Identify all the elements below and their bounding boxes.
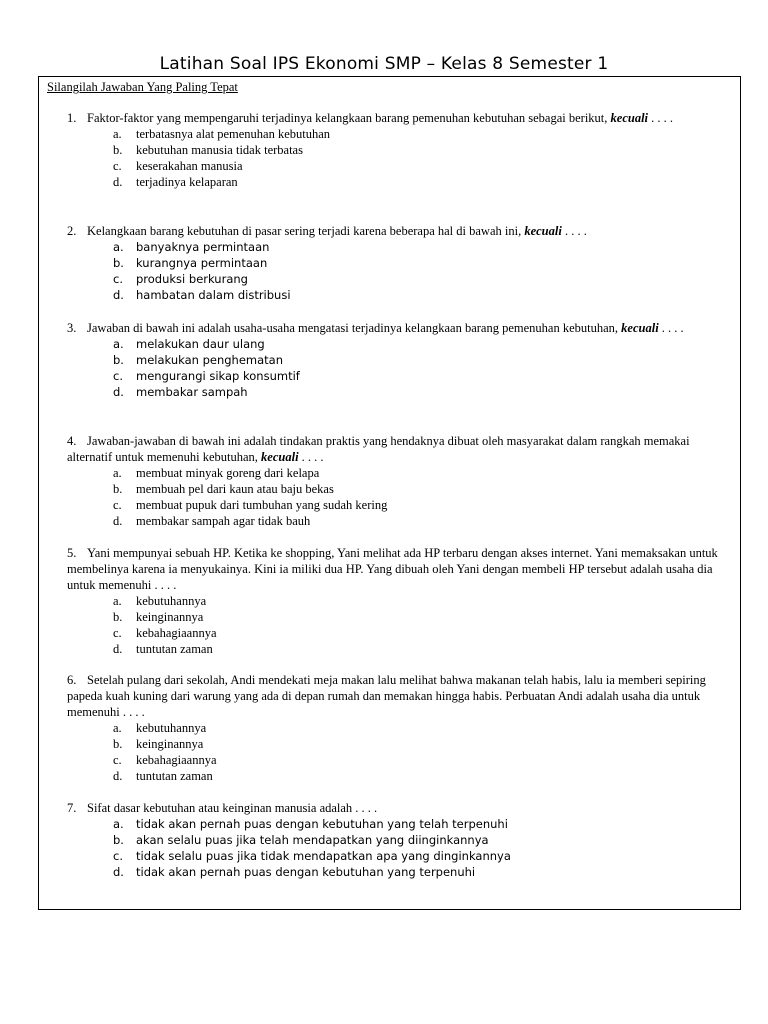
option-b[interactable]: b. kurangnya permintaan — [113, 256, 268, 270]
option-a[interactable]: a. melakukan daur ulang — [113, 337, 265, 351]
question-7 — [67, 800, 735, 880]
question-text: Sifat dasar kebutuhan atau keinginan manusia adalah . . . . — [87, 801, 378, 815]
option-c[interactable]: c. tidak selalu puas jika tidak mendapatkan apa yang dinginkannya — [113, 849, 511, 863]
option-c[interactable]: c. kebahagiaannya — [113, 753, 217, 767]
option-c[interactable]: c. membuat pupuk dari tumbuhan yang sudah kering — [113, 498, 388, 512]
option-d[interactable]: d. tuntutan zaman — [113, 769, 213, 783]
option-a[interactable]: a. kebutuhannya — [113, 594, 207, 608]
question-text: Kelangkaan barang kebutuhan di pasar sering terjadi karena beberapa hal di bawah ini, — [87, 224, 525, 238]
question-5 — [67, 545, 735, 657]
question-box — [38, 76, 741, 910]
question-keyword: kecuali — [610, 111, 649, 125]
question-text: Setelah pulang dari sekolah, Andi mendekati meja makan lalu melihat bahwa makanan telah habis, lalu ia memberi sepiring papeda kuah kuning dari warung yang ada di depan rumah dan memakan hingga habis. Perbuatan Andi adalah usaha dia untuk memenuhi . . . . — [67, 673, 706, 719]
option-b[interactable]: b. kebutuhan manusia tidak terbatas — [113, 143, 303, 157]
question-text: Jawaban-jawaban di bawah ini adalah tindakan praktis yang hendaknya dibuat oleh masyarakat dalam rangkah memakai alternatif untuk memenuhi kebutuhan, — [67, 434, 690, 464]
question-text: Jawaban di bawah ini adalah usaha-usaha mengatasi terjadinya kelangkaan barang pemenuhan kebutuhan, — [87, 321, 622, 335]
option-d[interactable]: d. tidak akan pernah puas dengan kebutuhan yang terpenuhi — [113, 865, 476, 879]
option-d[interactable]: d. membakar sampah — [113, 385, 248, 399]
question-suffix: . . . . — [298, 450, 324, 464]
option-a[interactable]: a. tidak akan pernah puas dengan kebutuhan yang telah terpenuhi — [113, 817, 508, 831]
option-b[interactable]: b. keinginannya — [113, 737, 204, 751]
option-b[interactable]: b. keinginannya — [113, 610, 204, 624]
question-1 — [67, 110, 735, 190]
option-c[interactable]: c. keserakahan manusia — [113, 159, 243, 173]
question-text: Faktor-faktor yang mempengaruhi terjadinya kelangkaan barang pemenuhan kebutuhan sebagai berikut, — [87, 111, 611, 125]
question-keyword: kecuali — [261, 450, 299, 464]
option-c[interactable]: c. mengurangi sikap konsumtif — [113, 369, 300, 383]
option-d[interactable]: d. tuntutan zaman — [113, 642, 213, 656]
question-number: 3. — [67, 321, 77, 335]
option-a[interactable]: a. membuat minyak goreng dari kelapa — [113, 466, 320, 480]
question-4 — [67, 433, 735, 529]
option-a[interactable]: a. banyaknya permintaan — [113, 240, 270, 254]
question-keyword: kecuali — [621, 321, 659, 335]
option-b[interactable]: b. membuah pel dari kaun atau baju bekas — [113, 482, 334, 496]
question-number: 2. — [67, 224, 77, 238]
option-a[interactable]: a. kebutuhannya — [113, 721, 207, 735]
question-number: 4. — [67, 434, 77, 448]
option-c[interactable]: c. kebahagiaannya — [113, 626, 217, 640]
question-number: 1. — [67, 111, 77, 125]
question-3 — [67, 320, 735, 400]
option-d[interactable]: d. hambatan dalam distribusi — [113, 288, 291, 302]
option-d[interactable]: d. terjadinya kelaparan — [113, 175, 238, 189]
option-b[interactable]: b. akan selalu puas jika telah mendapatkan yang diinginkannya — [113, 833, 489, 847]
option-b[interactable]: b. melakukan penghematan — [113, 353, 283, 367]
instruction: Silangilah Jawaban Yang Paling Tepat — [47, 80, 238, 94]
question-number: 7. — [67, 801, 77, 815]
question-suffix: . . . . — [648, 111, 674, 125]
question-suffix: . . . . — [561, 224, 587, 238]
question-suffix: . . . . — [658, 321, 684, 335]
question-number: 6. — [67, 673, 77, 687]
question-keyword: kecuali — [524, 224, 562, 238]
question-6 — [67, 672, 735, 784]
question-number: 5. — [67, 546, 77, 560]
question-text: Yani mempunyai sebuah HP. Ketika ke shopping, Yani melihat ada HP terbaru dengan akses internet. Yani memaksakan untuk membelinya karena ia menyukainya. Kini ia miliki dua HP. Yang dibuah oleh Yani dengan membeli HP tersebut adalah usaha dia untuk memenuhi . . . . — [67, 546, 718, 592]
option-d[interactable]: d. membakar sampah agar tidak bauh — [113, 514, 311, 528]
question-2 — [67, 223, 735, 303]
option-c[interactable]: c. produksi berkurang — [113, 272, 248, 286]
option-a[interactable]: a. terbatasnya alat pemenuhan kebutuhan — [113, 127, 331, 141]
page-title: Latihan Soal IPS Ekonomi SMP – Kelas 8 Semester 1 — [159, 54, 609, 74]
